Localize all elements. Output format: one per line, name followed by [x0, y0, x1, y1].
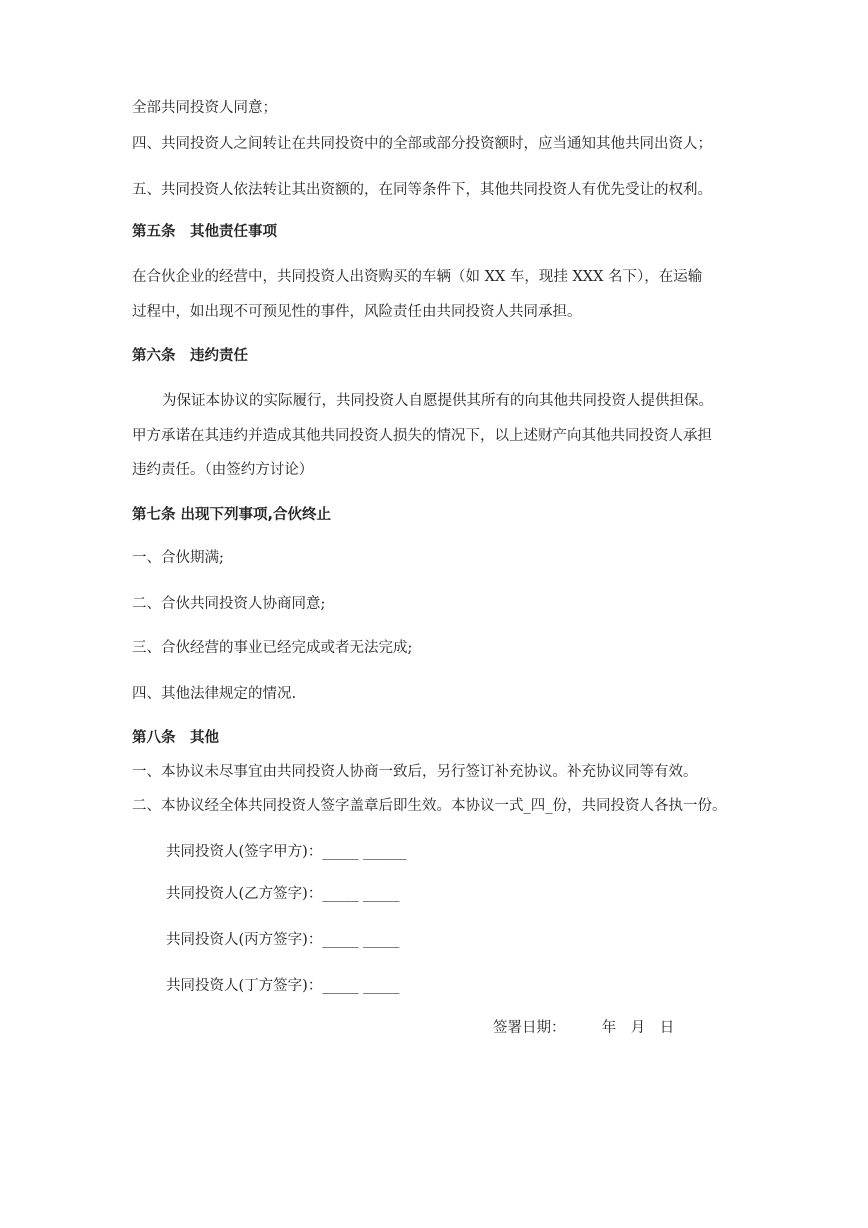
- list-item: 二、合伙共同投资人协商同意;: [132, 596, 326, 612]
- paragraph-line: 在合伙企业的经营中，共同投资人出资购买的车辆（如 XX 车，现挂 XXX 名下），在运输: [132, 269, 703, 285]
- paragraph-line: 二、本协议经全体共同投资人签字盖章后即生效。本协议一式_四_份，共同投资人各执一份。: [132, 798, 727, 814]
- paragraph-line: 五、共同投资人依法转让其出资额的，在同等条件下，其他共同投资人有优先受让的权利。: [132, 182, 712, 198]
- article-7-heading: 第七条 出现下列事项,合伙终止: [132, 507, 332, 523]
- list-item: 一、合伙期满;: [132, 550, 224, 566]
- paragraph-line: 四、共同投资人之间转让在共同投资中的全部或部分投资额时，应当通知其他共同出资人；: [132, 136, 712, 152]
- signature-line-d: 共同投资人(丁方签字)：_____ _____: [166, 978, 400, 994]
- article-5-heading: 第五条 其他责任事项: [132, 224, 277, 240]
- paragraph-line: 一、本协议未尽事宜由共同投资人协商一致后，另行签订补充协议。补充协议同等有效。: [132, 764, 698, 780]
- paragraph-line: 甲方承诺在其违约并造成其他共同投资人损失的情况下，以上述财产向其他共同投资人承担: [132, 428, 712, 444]
- paragraph-line: 为保证本协议的实际履行，共同投资人自愿提供其所有的向其他共同投资人提供担保。: [162, 393, 713, 409]
- article-6-heading: 第六条 违约责任: [132, 348, 248, 364]
- signature-line-b: 共同投资人(乙方签字)：_____ _____: [166, 886, 400, 902]
- paragraph-line: 过程中，如出现不可预见性的事件，风险责任由共同投资人共同承担。: [132, 304, 582, 320]
- signature-line-a: 共同投资人(签字甲方)：_____ ______: [166, 844, 407, 860]
- signature-line-c: 共同投资人(丙方签字)：_____ _____: [166, 932, 400, 948]
- article-8-heading: 第八条 其他: [132, 730, 219, 746]
- list-item: 三、合伙经营的事业已经完成或者无法完成;: [132, 640, 413, 656]
- paragraph-line: 全部共同投资人同意；: [132, 100, 277, 116]
- signing-date: 签署日期： 年 月 日: [493, 1020, 675, 1036]
- paragraph-line: 违约责任。（由签约方讨论）: [132, 462, 314, 478]
- list-item: 四、其他法律规定的情况.: [132, 686, 297, 702]
